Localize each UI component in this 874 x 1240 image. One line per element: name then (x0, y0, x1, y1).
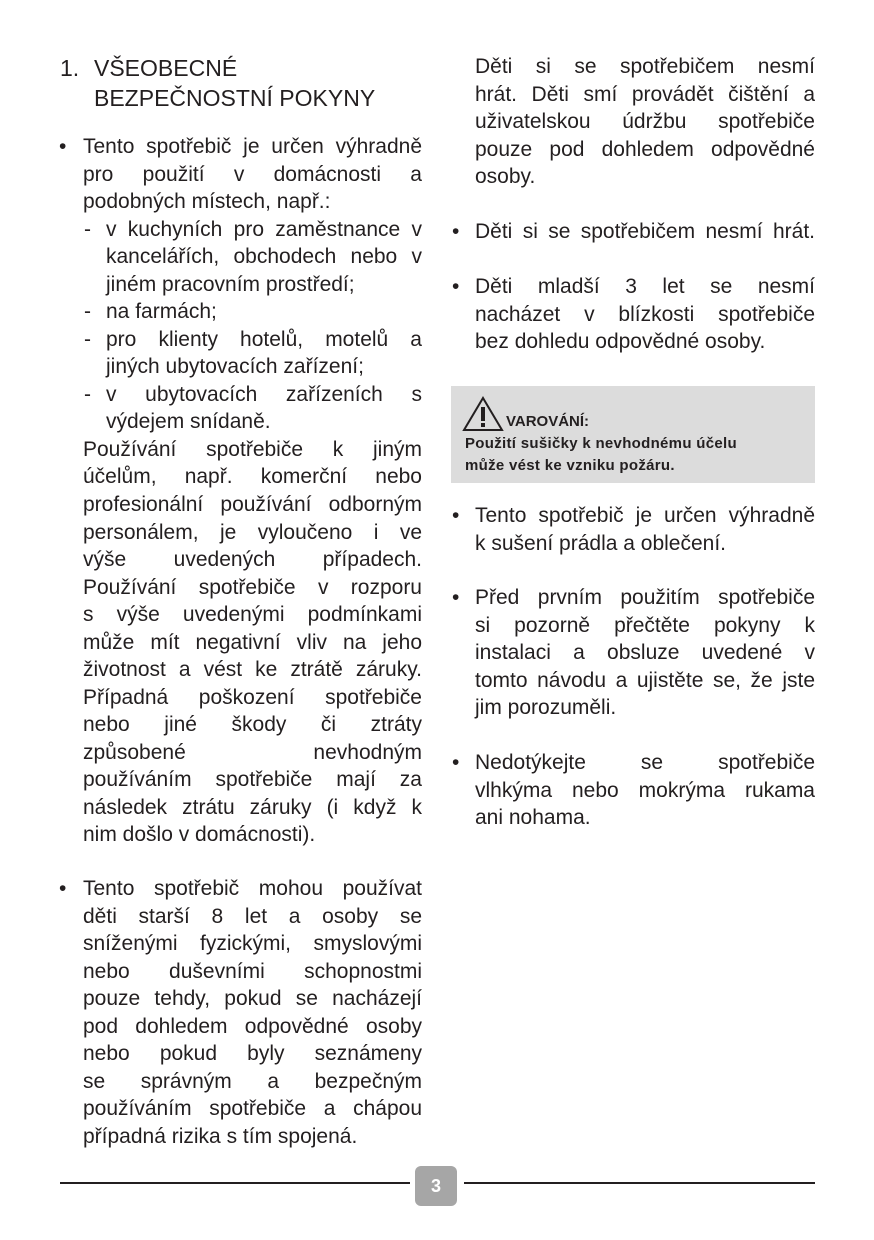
text-line: způsobené nevhodným (83, 740, 422, 764)
bullet-icon: • (59, 135, 67, 159)
text-line: na farmách; (106, 300, 217, 324)
text-line: s výše uvedenými podmínkami (83, 603, 422, 627)
paragraph (83, 133, 422, 216)
bullet-icon: • (452, 504, 460, 528)
text-line: v ubytovacích zařízeních s (106, 382, 422, 406)
text-line: Používání spotřebiče v rozporu (83, 575, 422, 599)
paragraph (83, 875, 422, 1150)
bullet-icon: • (452, 275, 460, 299)
paragraph (475, 502, 815, 557)
text-line: pouze pod dohledem odpovědné (475, 137, 815, 161)
dash-icon: - (84, 217, 91, 241)
text-line: Používání spotřebiče k jiným (83, 437, 422, 461)
bullet-icon: • (452, 220, 460, 244)
text-line: v kuchyních pro zaměstnance v (106, 217, 422, 241)
text-line: osoby. (475, 165, 536, 189)
text-line: nim došlo v domácnosti). (83, 823, 316, 847)
text-line: hrát. Děti smí provádět čištění a (475, 82, 815, 106)
paragraph (475, 218, 815, 246)
heading-line: BEZPEČNOSTNÍ POKYNY (94, 85, 376, 111)
text-line: k sušení prádla a oblečení. (475, 531, 726, 555)
text-line: se správným a bezpečným (83, 1069, 422, 1093)
text-line: vlhkýma nebo mokrýma rukama (475, 778, 815, 802)
text-line: ani nohama. (475, 806, 591, 830)
text-line: tomto návodu a ujistěte se, že jste (475, 668, 815, 692)
paragraph (475, 584, 815, 722)
paragraph (475, 749, 815, 832)
text-line: kancelářích, obchodech nebo v (106, 245, 422, 269)
text-line: Děti mladší 3 let se nesmí (475, 275, 815, 299)
text-line: výše uvedených případech. (83, 548, 422, 572)
text-line: Tento spotřebič je určen výhradně (83, 135, 422, 159)
dash-icon: - (84, 327, 91, 351)
dash-icon: - (84, 300, 91, 324)
text-line: si pozorně přečtěte pokyny k (475, 613, 815, 637)
text-line: personálem, je vyloučeno i ve (83, 520, 422, 544)
text-line: uživatelskou údržbu spotřebiče (475, 110, 815, 134)
text-line: jiném pracovním prostředí; (106, 272, 355, 296)
text-line: Děti si se spotřebičem nesmí (475, 55, 815, 79)
text-line: nacházet v blízkosti spotřebiče (475, 302, 815, 326)
text-line: děti starší 8 let a osoby se (83, 904, 422, 928)
text-line: používáním spotřebiče mají za (83, 768, 422, 792)
text-line: používáním spotřebiče a chápou (83, 1097, 422, 1121)
text-line: Tento spotřebič mohou používat (83, 877, 422, 901)
text-line: následek ztrátu záruky (i když k (83, 795, 422, 819)
bullet-icon: • (452, 586, 460, 610)
heading-line: VŠEOBECNÉ (94, 55, 238, 81)
text-line: podobných místech, např.: (83, 190, 331, 214)
warning-text: může vést ke vzniku požáru. (465, 457, 675, 474)
text-line: životnost a vést ke ztrátě záruky. (83, 658, 422, 682)
text-line: jim porozuměli. (475, 696, 617, 720)
warning-triangle-icon (462, 396, 504, 432)
text-line: pro klienty hotelů, motelů a (106, 327, 422, 351)
text-line: účelům, např. komerční nebo (83, 465, 422, 489)
text-line: Případná poškození spotřebiče (83, 685, 422, 709)
warning-box (451, 386, 815, 483)
text-line: Tento spotřebič je určen výhradně (475, 504, 815, 528)
text-line: pouze tehdy, pokud se nacházejí (83, 987, 422, 1011)
list-item (106, 326, 422, 381)
heading-number: 1. (60, 55, 80, 81)
text-line: jiných ubytovacích zařízení; (106, 355, 364, 379)
text-line: případná rizika s tím spojená. (83, 1124, 358, 1148)
text-line: nebo jiné škody či ztráty (83, 713, 422, 737)
dash-icon: - (84, 382, 91, 406)
list-item (106, 216, 422, 299)
text-line: pro použití v domácnosti a (83, 162, 422, 186)
text-line: Před prvním použitím spotřebiče (475, 586, 815, 610)
text-line: výdejem snídaně. (106, 410, 271, 434)
paragraph (475, 273, 815, 356)
bullet-icon: • (59, 877, 67, 901)
text-line: Nedotýkejte se spotřebiče (475, 751, 815, 775)
paragraph (83, 436, 422, 849)
text-line: bez dohledu odpovědné osoby. (475, 330, 766, 354)
text-line: nebo pokud byly seznámeny (83, 1042, 422, 1066)
text-line: může mít negativní vliv na jeho (83, 630, 422, 654)
text-line: pod dohledem odpovědné osoby (83, 1014, 422, 1038)
list-item (106, 381, 422, 436)
paragraph (475, 53, 815, 191)
footer-rule-right (464, 1182, 815, 1184)
footer-rule-left (60, 1182, 410, 1184)
warning-title: VAROVÁNÍ: (506, 413, 590, 430)
text-line: profesionální používání odborným (83, 492, 422, 516)
text-line: Děti si se spotřebičem nesmí hrát. (475, 220, 815, 244)
warning-text: Použití sušičky k nevhodnému účelu (465, 435, 737, 452)
list-item (106, 298, 422, 326)
text-line: instalaci a obsluze uvedené v (475, 641, 815, 665)
page-number: 3 (415, 1166, 457, 1206)
text-line: sníženými fyzickými, smyslovými (83, 932, 422, 956)
bullet-icon: • (452, 751, 460, 775)
text-line: nebo duševními schopnostmi (83, 959, 422, 983)
